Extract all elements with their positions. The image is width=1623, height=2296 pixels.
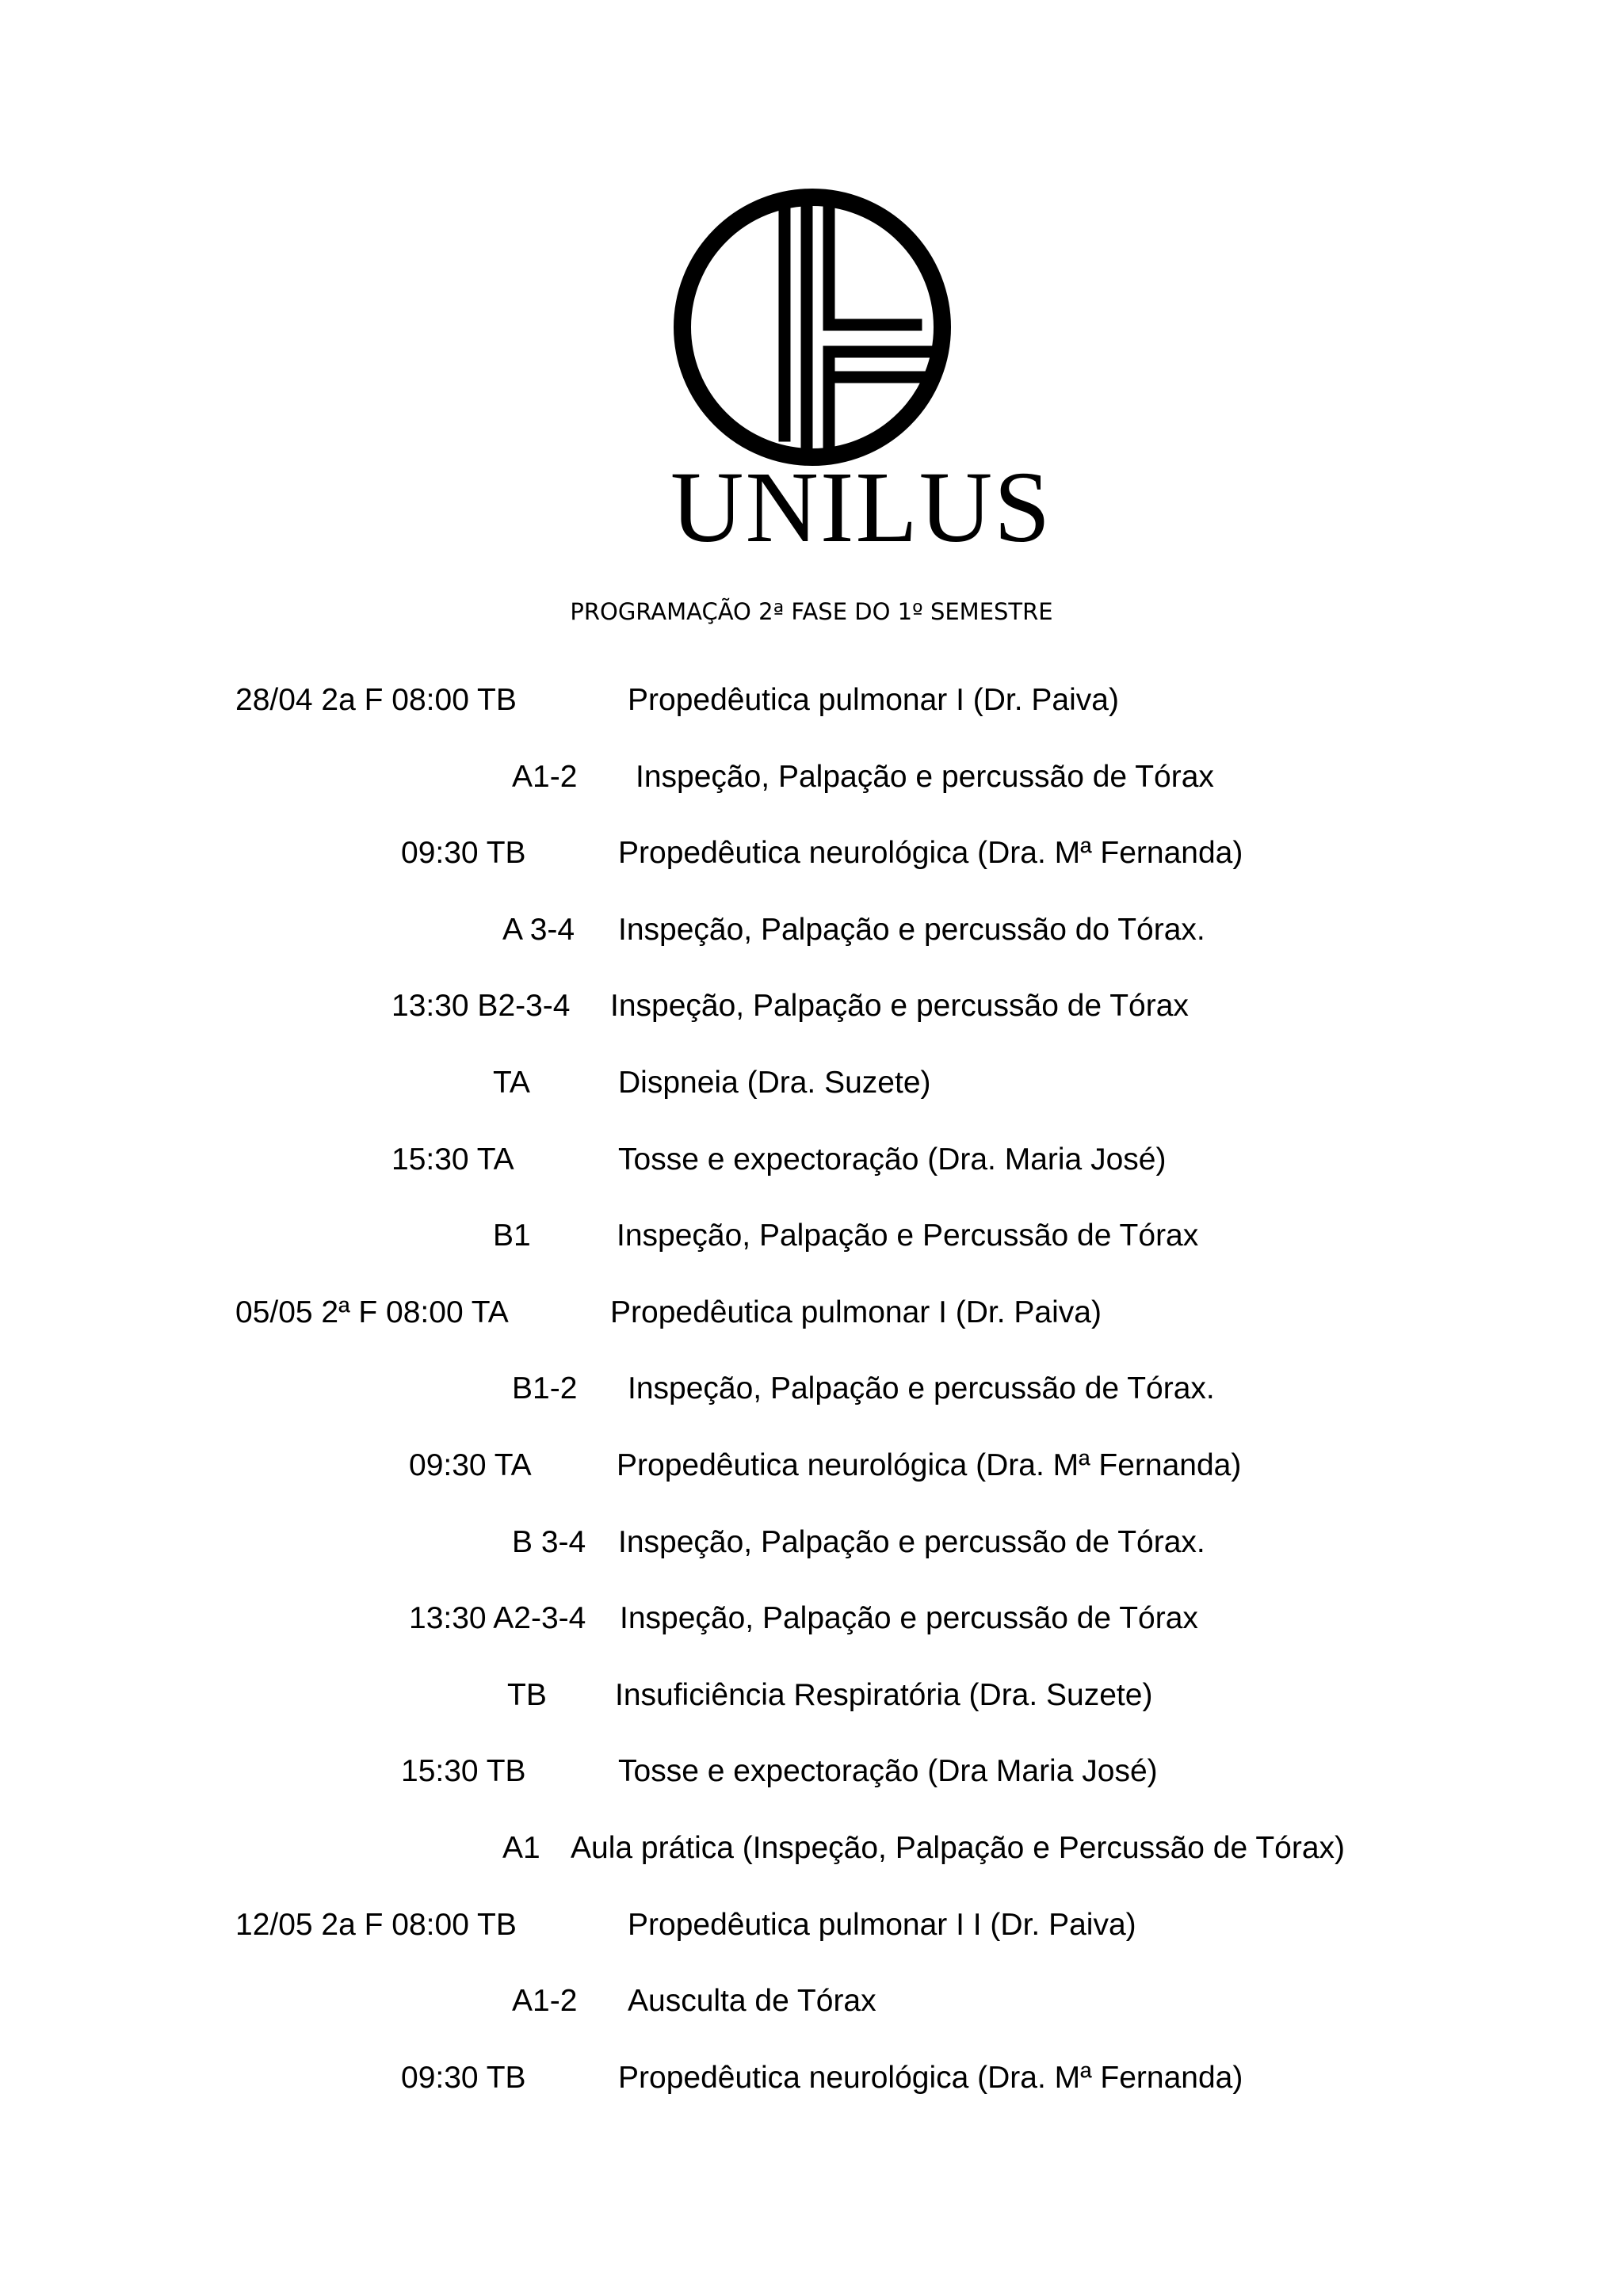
schedule-time-slot: B1 xyxy=(493,1219,531,1253)
schedule-activity: Inspeção, Palpação e percussão de Tórax. xyxy=(618,1525,1205,1559)
schedule-time-slot: 09:30 TB xyxy=(401,2061,526,2095)
schedule-activity: Inspeção, Palpação e percussão de Tórax. xyxy=(628,1371,1215,1405)
schedule-activity: Tosse e expectoração (Dra. Maria José) xyxy=(618,1142,1167,1177)
schedule-time-slot: 05/05 2ª F 08:00 TA xyxy=(235,1295,509,1329)
schedule-activity: Insuficiência Respiratória (Dra. Suzete) xyxy=(615,1678,1153,1712)
document-title: PROGRAMAÇÃO 2ª FASE DO 1º SEMESTRE xyxy=(570,598,1053,625)
schedule-time-slot: 15:30 TA xyxy=(391,1142,514,1177)
schedule-activity: Aula prática (Inspeção, Palpação e Percussão de Tórax) xyxy=(571,1831,1345,1865)
schedule-activity: Inspeção, Palpação e percussão do Tórax. xyxy=(618,913,1205,947)
schedule-activity: Propedêutica neurológica (Dra. Mª Fernanda) xyxy=(617,1448,1242,1482)
schedule-activity: Propedêutica pulmonar I I (Dr. Paiva) xyxy=(628,1908,1136,1942)
schedule-time-slot: TA xyxy=(493,1066,530,1100)
schedule-time-slot: 12/05 2a F 08:00 TB xyxy=(235,1908,517,1942)
schedule-time-slot: A1-2 xyxy=(512,760,578,794)
schedule-activity: Propedêutica pulmonar I (Dr. Paiva) xyxy=(610,1295,1102,1329)
schedule-time-slot: TB xyxy=(507,1678,547,1712)
logo-wordmark: UNILUS xyxy=(670,451,1052,563)
schedule-time-slot: A 3-4 xyxy=(502,913,575,947)
schedule-time-slot: 09:30 TB xyxy=(401,836,526,870)
schedule-activity: Inspeção, Palpação e percussão de Tórax xyxy=(610,989,1189,1023)
schedule-activity: Propedêutica pulmonar I (Dr. Paiva) xyxy=(628,683,1119,717)
schedule-time-slot: B 3-4 xyxy=(512,1525,586,1559)
schedule-activity: Propedêutica neurológica (Dra. Mª Fernanda) xyxy=(618,2061,1243,2095)
schedule-activity: Ausculta de Tórax xyxy=(628,1984,876,2018)
schedule-time-slot: A1 xyxy=(502,1831,540,1865)
schedule-time-slot: 13:30 B2-3-4 xyxy=(391,989,571,1023)
schedule-time-slot: 28/04 2a F 08:00 TB xyxy=(235,683,517,717)
schedule-activity: Inspeção, Palpação e Percussão de Tórax xyxy=(617,1219,1199,1253)
schedule-activity: Inspeção, Palpação e percussão de Tórax xyxy=(620,1601,1198,1635)
schedule-time-slot: 13:30 A2-3-4 xyxy=(409,1601,586,1635)
schedule-time-slot: A1-2 xyxy=(512,1984,578,2018)
schedule-activity: Tosse e expectoração (Dra Maria José) xyxy=(618,1754,1158,1788)
schedule-time-slot: 15:30 TB xyxy=(401,1754,526,1788)
schedule-time-slot: 09:30 TA xyxy=(409,1448,532,1482)
schedule-activity: Propedêutica neurológica (Dra. Mª Fernanda) xyxy=(618,836,1243,870)
schedule-time-slot: B1-2 xyxy=(512,1371,578,1405)
schedule-activity: Inspeção, Palpação e percussão de Tórax xyxy=(636,760,1214,794)
schedule-activity: Dispneia (Dra. Suzete) xyxy=(618,1066,931,1100)
